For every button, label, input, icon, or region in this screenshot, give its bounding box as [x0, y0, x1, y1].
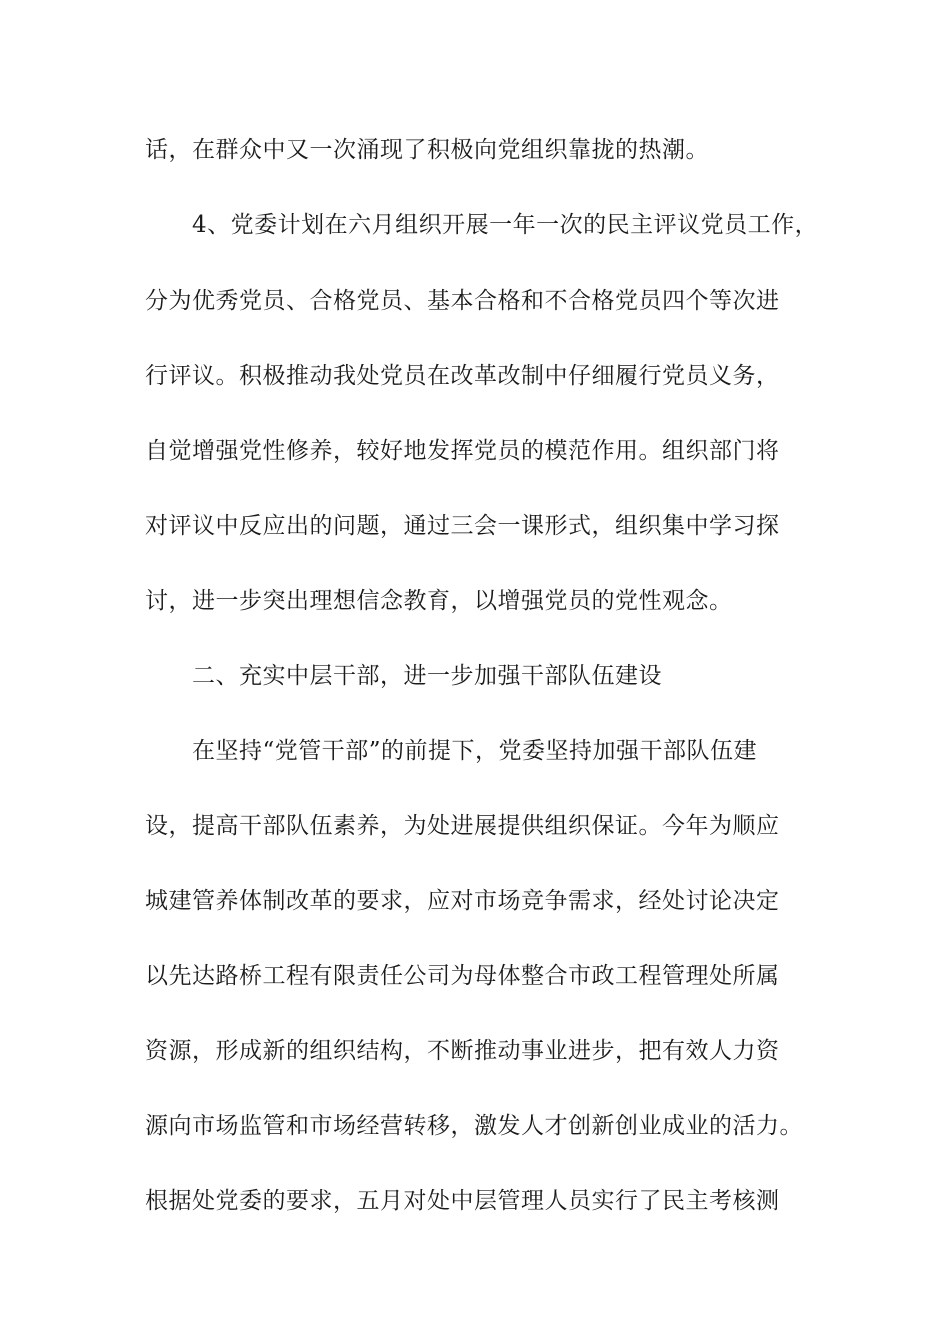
paragraph-line: 设，提高干部队伍素养，为处进展提供组织保证。今年为顺应 [145, 813, 780, 839]
paragraph-line: 讨，进一步突出理想信念教育，以增强党员的党性观念。 [145, 588, 733, 614]
paragraph-line: 以先达路桥工程有限责任公司为母体整合市政工程管理处所属 [145, 963, 780, 989]
paragraph-line: 在坚持“党管干部”的前提下，党委坚持加强干部队伍建 [192, 738, 758, 764]
paragraph-line: 自觉增强党性修养，较好地发挥党员的模范作用。组织部门将 [145, 438, 780, 464]
paragraph-line: 话，在群众中又一次涌现了积极向党组织靠拢的热潮。 [145, 137, 709, 163]
paragraph-line: 城建管养体制改革的要求，应对市场竞争需求，经处讨论决定 [145, 888, 780, 914]
paragraph-line: 分为优秀党员、合格党员、基本合格和不合格党员四个等次进 [145, 288, 780, 314]
paragraph-line: 资源，形成新的组织结构，不断推动事业进步，把有效人力资 [145, 1038, 780, 1064]
section-heading: 二、充实中层干部，进一步加强干部队伍建设 [192, 663, 662, 689]
paragraph-line: 源向市场监管和市场经营转移，激发人才创新创业成业的活力。 [145, 1113, 803, 1139]
paragraph-line: 对评议中反应出的问题，通过三会一课形式，组织集中学习探 [145, 513, 780, 539]
paragraph-line: 4、党委计划在六月组织开展一年一次的民主评议党员工作， [192, 212, 819, 238]
paragraph-line: 根据处党委的要求，五月对处中层管理人员实行了民主考核测 [145, 1188, 780, 1214]
paragraph-line: 行评议。积极推动我处党员在改革改制中仔细履行党员义务， [145, 363, 780, 389]
